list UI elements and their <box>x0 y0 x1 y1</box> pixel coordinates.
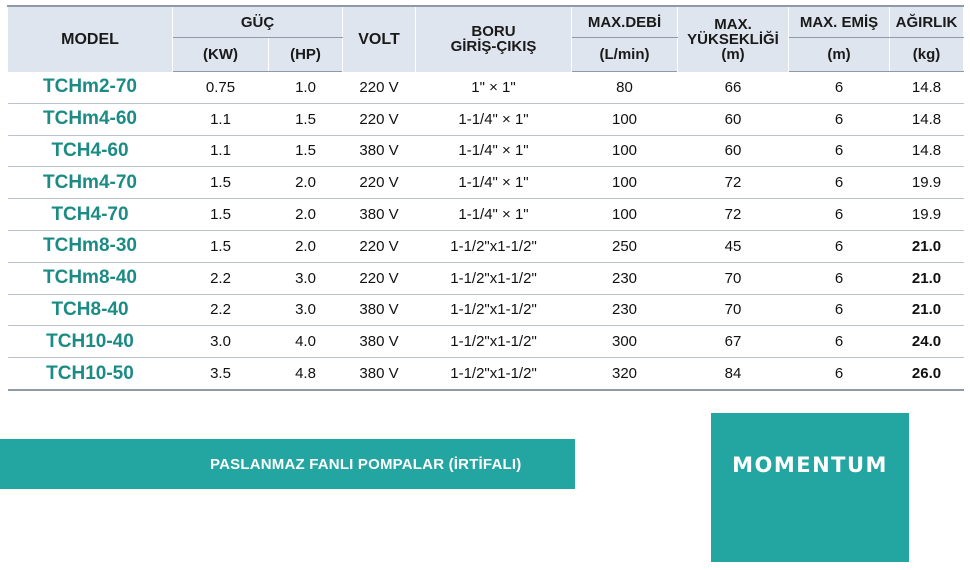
weight-cell: 14.8 <box>890 72 964 104</box>
header-kw: (KW) <box>173 38 269 72</box>
pipe-cell: 1-1/2"x1-1/2" <box>416 294 572 326</box>
pipe-cell: 1-1/4" × 1" <box>416 103 572 135</box>
hp-cell: 3.0 <box>269 262 343 294</box>
kw-cell: 1.1 <box>173 103 269 135</box>
model-cell: TCHm4-60 <box>8 103 173 135</box>
model-cell: TCHm8-40 <box>8 262 173 294</box>
suction-cell: 6 <box>789 135 890 167</box>
suction-cell: 6 <box>789 230 890 262</box>
pipe-cell: 1-1/2"x1-1/2" <box>416 326 572 358</box>
table-row <box>8 262 964 294</box>
header-model: MODEL <box>8 6 173 72</box>
suction-cell: 6 <box>789 199 890 231</box>
table-row <box>8 199 964 231</box>
header-flow-unit: (L/min) <box>572 38 678 72</box>
table-row <box>8 167 964 199</box>
flow-cell: 230 <box>572 262 678 294</box>
head-cell: 72 <box>678 199 789 231</box>
model-cell: TCH10-50 <box>8 358 173 390</box>
suction-cell: 6 <box>789 167 890 199</box>
volt-cell: 220 V <box>343 103 416 135</box>
flow-cell: 230 <box>572 294 678 326</box>
head-cell: 70 <box>678 262 789 294</box>
kw-cell: 0.75 <box>173 72 269 104</box>
kw-cell: 3.0 <box>173 326 269 358</box>
flow-cell: 320 <box>572 358 678 390</box>
weight-cell: 19.9 <box>890 167 964 199</box>
head-cell: 66 <box>678 72 789 104</box>
head-cell: 67 <box>678 326 789 358</box>
table-row <box>8 72 964 104</box>
header-pipe <box>416 6 572 72</box>
suction-cell: 6 <box>789 294 890 326</box>
hp-cell: 1.5 <box>269 135 343 167</box>
head-cell: 72 <box>678 167 789 199</box>
pipe-cell: 1-1/4" × 1" <box>416 199 572 231</box>
pipe-cell: 1" × 1" <box>416 72 572 104</box>
spec-table <box>7 5 964 391</box>
kw-cell: 2.2 <box>173 262 269 294</box>
kw-cell: 1.5 <box>173 230 269 262</box>
pipe-cell: 1-1/4" × 1" <box>416 167 572 199</box>
weight-cell: 14.8 <box>890 135 964 167</box>
volt-cell: 220 V <box>343 167 416 199</box>
header-weight-unit: (kg) <box>890 38 964 72</box>
header-head-unit: (m) <box>721 45 745 63</box>
hp-cell: 2.0 <box>269 167 343 199</box>
head-cell: 84 <box>678 358 789 390</box>
volt-cell: 380 V <box>343 326 416 358</box>
header-pipe-line2: GİRİŞ-ÇIKIŞ <box>450 38 537 56</box>
model-cell: TCH8-40 <box>8 294 173 326</box>
hp-cell: 1.0 <box>269 72 343 104</box>
suction-cell: 6 <box>789 326 890 358</box>
volt-cell: 220 V <box>343 262 416 294</box>
pipe-cell: 1-1/2"x1-1/2" <box>416 358 572 390</box>
table-row <box>8 326 964 358</box>
volt-cell: 380 V <box>343 135 416 167</box>
flow-cell: 100 <box>572 167 678 199</box>
weight-cell: 24.0 <box>890 326 964 358</box>
kw-cell: 1.1 <box>173 135 269 167</box>
hp-cell: 2.0 <box>269 199 343 231</box>
kw-cell: 3.5 <box>173 358 269 390</box>
suction-cell: 6 <box>789 103 890 135</box>
header-head-line2: YÜKSEKLİĞİ <box>687 30 779 48</box>
model-cell: TCH4-60 <box>8 135 173 167</box>
table-row <box>8 294 964 326</box>
head-cell: 60 <box>678 135 789 167</box>
header-head-line1: MAX. <box>714 15 752 33</box>
hp-cell: 2.0 <box>269 230 343 262</box>
header-head <box>678 6 789 72</box>
header-suction-unit: (m) <box>789 38 890 72</box>
weight-cell: 19.9 <box>890 199 964 231</box>
table-row <box>8 230 964 262</box>
brand-logo <box>711 413 909 562</box>
weight-cell: 21.0 <box>890 294 964 326</box>
model-cell: TCHm2-70 <box>8 72 173 104</box>
head-cell: 70 <box>678 294 789 326</box>
suction-cell: 6 <box>789 358 890 390</box>
hp-cell: 1.5 <box>269 103 343 135</box>
weight-cell: 14.8 <box>890 103 964 135</box>
flow-cell: 100 <box>572 135 678 167</box>
flow-cell: 100 <box>572 199 678 231</box>
suction-cell: 6 <box>789 262 890 294</box>
weight-cell: 26.0 <box>890 358 964 390</box>
table-row <box>8 135 964 167</box>
volt-cell: 380 V <box>343 199 416 231</box>
header-power: GÜÇ <box>173 6 343 38</box>
volt-cell: 380 V <box>343 358 416 390</box>
model-cell: TCH10-40 <box>8 326 173 358</box>
model-cell: TCH4-70 <box>8 199 173 231</box>
flow-cell: 100 <box>572 103 678 135</box>
banner-text: PASLANMAZ FANLI POMPALAR (İRTİFALI) <box>210 455 522 473</box>
header-hp: (HP) <box>269 38 343 72</box>
head-cell: 60 <box>678 103 789 135</box>
table-row <box>8 103 964 135</box>
category-banner <box>0 439 575 489</box>
suction-cell: 6 <box>789 72 890 104</box>
kw-cell: 1.5 <box>173 167 269 199</box>
weight-cell: 21.0 <box>890 230 964 262</box>
model-cell: TCHm4-70 <box>8 167 173 199</box>
hp-cell: 4.0 <box>269 326 343 358</box>
header-flow: MAX.DEBİ <box>572 6 678 38</box>
kw-cell: 1.5 <box>173 199 269 231</box>
header-volt: VOLT <box>343 6 416 72</box>
kw-cell: 2.2 <box>173 294 269 326</box>
head-cell: 45 <box>678 230 789 262</box>
volt-cell: 380 V <box>343 294 416 326</box>
flow-cell: 80 <box>572 72 678 104</box>
header-suction: MAX. EMİŞ <box>789 6 890 38</box>
flow-cell: 300 <box>572 326 678 358</box>
pipe-cell: 1-1/4" × 1" <box>416 135 572 167</box>
header-weight: AĞIRLIK <box>890 6 964 38</box>
hp-cell: 4.8 <box>269 358 343 390</box>
volt-cell: 220 V <box>343 230 416 262</box>
volt-cell: 220 V <box>343 72 416 104</box>
table-row <box>8 358 964 390</box>
header-pipe-line1: BORU <box>471 23 516 41</box>
hp-cell: 3.0 <box>269 294 343 326</box>
model-cell: TCHm8-30 <box>8 230 173 262</box>
flow-cell: 250 <box>572 230 678 262</box>
pipe-cell: 1-1/2"x1-1/2" <box>416 262 572 294</box>
weight-cell: 21.0 <box>890 262 964 294</box>
pipe-cell: 1-1/2"x1-1/2" <box>416 230 572 262</box>
brand-logo-text: MOMENTUM <box>732 453 888 477</box>
